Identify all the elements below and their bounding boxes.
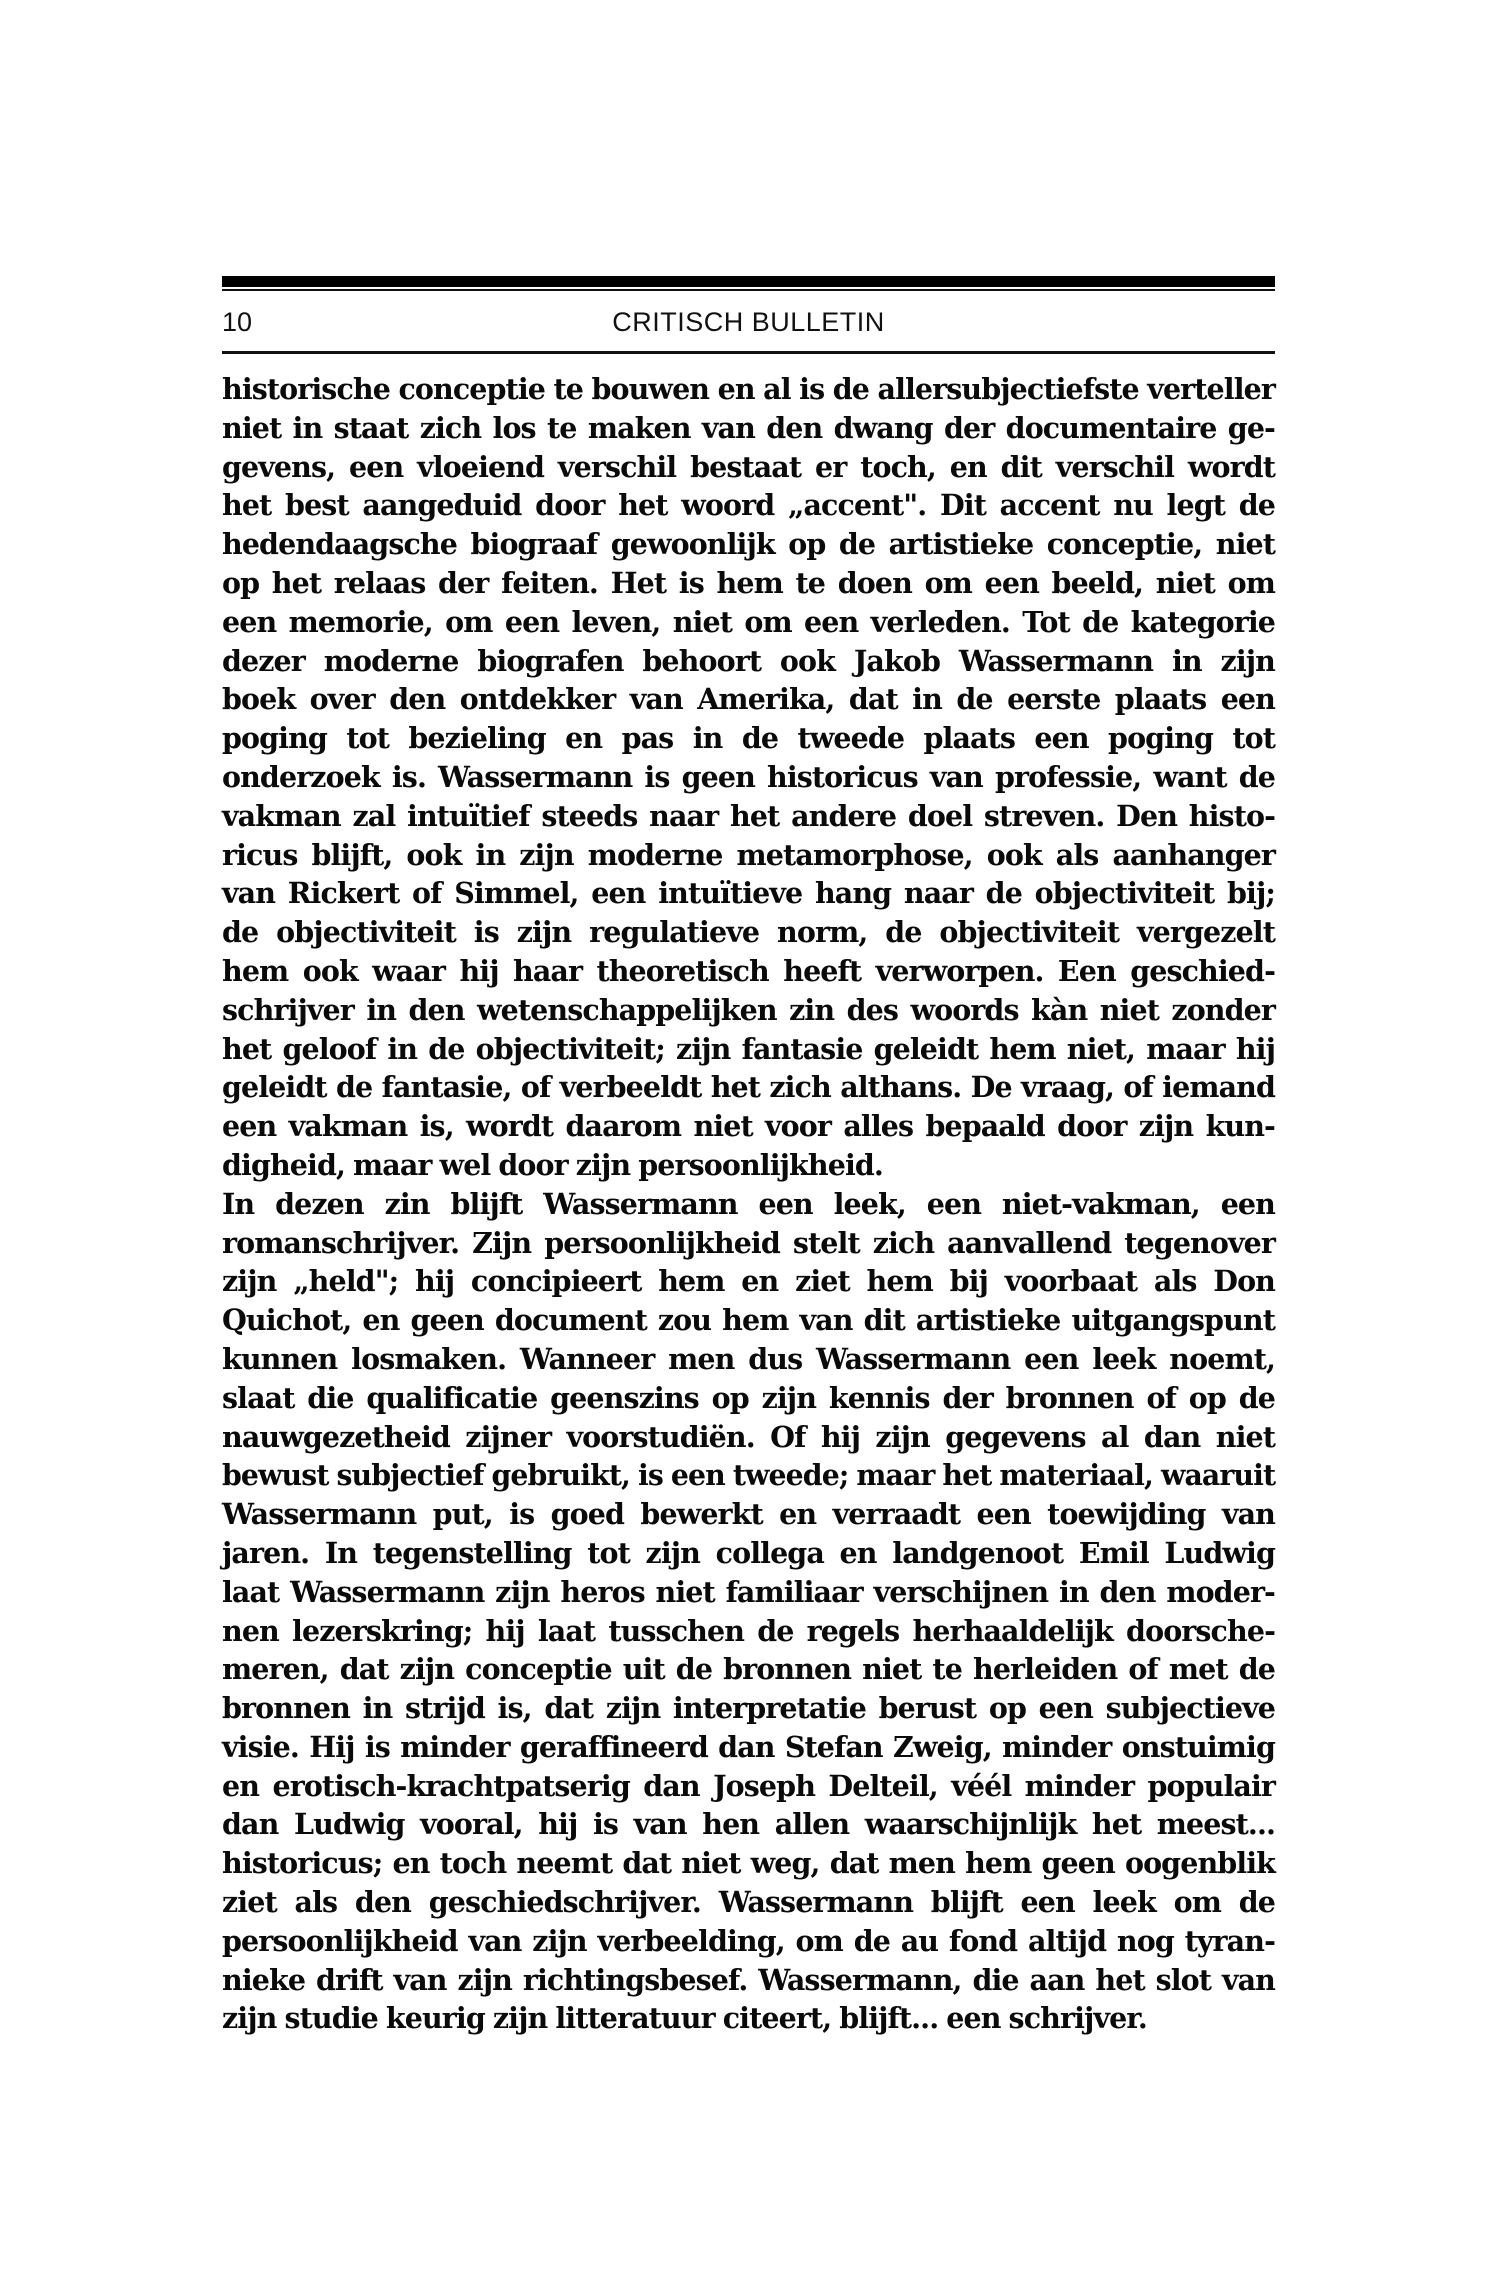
text-line: op het relaas der feiten. Het is hem te doen om een beeld, niet om bbox=[222, 565, 1275, 600]
text-line: persoonlijkheid van zijn verbeelding, om de au fond altijd nog tyran- bbox=[222, 1923, 1275, 1958]
text-line: onderzoek is. Wassermann is geen historicus van professie, want de bbox=[222, 759, 1275, 794]
text-line: jaren. In tegenstelling tot zijn collega en landgenoot Emil Ludwig bbox=[222, 1535, 1275, 1570]
text-line: digheid, maar wel door zijn persoonlijkheid. bbox=[222, 1147, 883, 1182]
text-line: slaat die qualificatie geenszins op zijn kennis der bronnen of op de bbox=[222, 1380, 1275, 1415]
text-line: kunnen losmaken. Wanneer men dus Wassermann een leek noemt, bbox=[222, 1341, 1275, 1376]
running-header bbox=[222, 300, 1275, 344]
text-line: zijn studie keurig zijn litteratuur citeert, blijft... een schrijver. bbox=[222, 2001, 1147, 2036]
text-line: hem ook waar hij haar theoretisch heeft verworpen. Een geschied- bbox=[222, 953, 1275, 988]
text-line: dan Ludwig vooral, hij is van hen allen waarschijnlijk het meest... bbox=[222, 1807, 1275, 1842]
text-line: bronnen in strijd is, dat zijn interpretatie berust op een subjectieve bbox=[222, 1691, 1275, 1726]
text-line: nen lezerskring; hij laat tusschen de regels herhaaldelijk doorsche- bbox=[222, 1613, 1275, 1648]
text-line: visie. Hij is minder geraffineerd dan Stefan Zweig, minder onstuimig bbox=[222, 1729, 1275, 1764]
text-line: een vakman is, wordt daarom niet voor alles bepaald door zijn kun- bbox=[222, 1109, 1275, 1144]
text-line: historische conceptie te bouwen en al is de allersubjectiefste verteller bbox=[222, 372, 1275, 406]
text-line: romanschrijver. Zijn persoonlijkheid stelt zich aanvallend tegenover bbox=[222, 1225, 1275, 1260]
text-line: een memorie, om een leven, niet om een verleden. Tot de kategorie bbox=[222, 604, 1275, 639]
text-line: historicus; en toch neemt dat niet weg, dat men hem geen oogenblik bbox=[222, 1846, 1275, 1881]
text-line: nauwgezetheid zijner voorstudiën. Of hij zijn gegevens al dan niet bbox=[222, 1419, 1275, 1454]
text-line: van Rickert of Simmel, een intuïtieve hang naar de objectiviteit bij; bbox=[222, 876, 1275, 911]
text-line: ziet als den geschiedschrijver. Wassermann blijft een leek om de bbox=[222, 1885, 1275, 1920]
text-line: gevens, een vloeiend verschil bestaat er toch, en dit verschil wordt bbox=[222, 449, 1275, 484]
text-line: laat Wassermann zijn heros niet familiaar verschijnen in den moder- bbox=[222, 1574, 1275, 1609]
text-line: de objectiviteit is zijn regulatieve norm, de objectiviteit vergezelt bbox=[222, 915, 1275, 950]
text-line: Quichot, en geen document zou hem van dit artistieke uitgangspunt bbox=[222, 1303, 1275, 1338]
text-line: en erotisch-krachtpatserig dan Joseph Delteil, véél minder populair bbox=[222, 1768, 1275, 1803]
text-line: Wassermann put, is goed bewerkt en verraadt een toewijding van bbox=[222, 1497, 1275, 1532]
text-line: geleidt de fantasie, of verbeeldt het zich althans. De vraag, of iemand bbox=[222, 1070, 1275, 1105]
text-line: boek over den ontdekker van Amerika, dat in de eerste plaats een bbox=[222, 682, 1275, 717]
text-line: In dezen zin blijft Wassermann een leek, een niet-vakman, een bbox=[222, 1186, 1275, 1221]
body-text bbox=[222, 370, 1275, 2038]
text-line: hedendaagsche biograaf gewoonlijk op de artistieke conceptie, niet bbox=[222, 527, 1275, 562]
text-line: poging tot bezieling en pas in de tweede plaats een poging tot bbox=[222, 721, 1275, 756]
text-line: bewust subjectief gebruikt, is een tweede; maar het materiaal, waaruit bbox=[222, 1458, 1276, 1493]
text-line: ricus blijft, ook in zijn moderne metamorphose, ook als aanhanger bbox=[222, 837, 1275, 872]
header-rule-thick bbox=[222, 276, 1275, 287]
text-line: niet in staat zich los te maken van den dwang der documentaire ge- bbox=[222, 410, 1275, 445]
text-line: vakman zal intuïtief steeds naar het andere doel streven. Den histo- bbox=[222, 798, 1275, 833]
text-line: het best aangeduid door het woord „accent". Dit accent nu legt de bbox=[222, 488, 1275, 523]
header-rule-bottom bbox=[222, 351, 1275, 354]
text-line: schrijver in den wetenschappelijken zin des woords kàn niet zonder bbox=[222, 992, 1275, 1027]
text-line: het geloof in de objectiviteit; zijn fantasie geleidt hem niet, maar hij bbox=[222, 1031, 1275, 1066]
text-line: zijn „held"; hij concipieert hem en ziet hem bij voorbaat als Don bbox=[222, 1264, 1275, 1299]
text-line: nieke drift van zijn richtingsbesef. Wassermann, die aan het slot van bbox=[222, 1962, 1275, 1997]
text-line: dezer moderne biografen behoort ook Jakob Wassermann in zijn bbox=[222, 643, 1275, 678]
text-line: meren, dat zijn conceptie uit de bronnen niet te herleiden of met de bbox=[222, 1652, 1275, 1687]
header-rule-thin bbox=[222, 289, 1275, 291]
page-number: 10 bbox=[222, 307, 253, 337]
running-title: CRITISCH BULLETIN bbox=[612, 307, 885, 337]
